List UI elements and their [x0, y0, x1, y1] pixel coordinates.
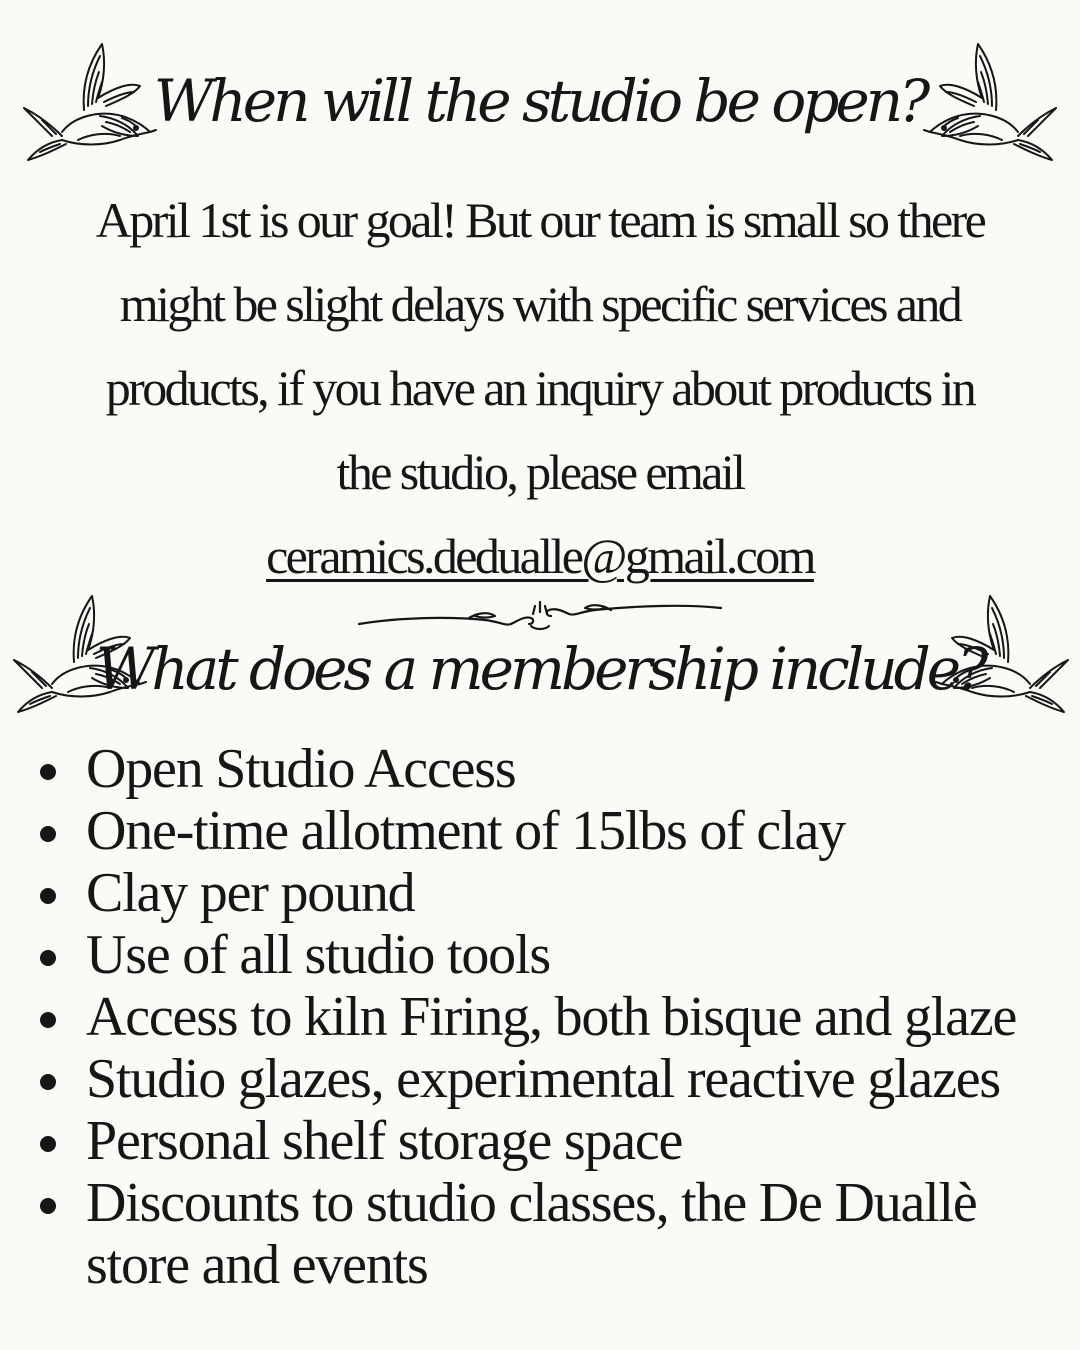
answer-line: might be slight delays with specific services and — [119, 276, 961, 332]
list-item — [86, 738, 1066, 800]
list-item — [86, 1172, 1066, 1296]
list-item-text: Studio glazes, experimental reactive glazes — [86, 1048, 1000, 1110]
list-item — [86, 986, 1066, 1048]
heading-membership: What does a membership include? — [95, 635, 985, 703]
list-item-text: Open Studio Access — [86, 738, 516, 800]
membership-benefits-list — [86, 738, 1066, 1296]
bullet-icon — [40, 764, 56, 780]
list-item-text: Use of all studio tools — [86, 924, 550, 986]
bullet-icon — [40, 826, 56, 842]
bullet-icon — [40, 1198, 56, 1214]
list-item-text: Discounts to studio classes, the De Duallè — [86, 1172, 977, 1234]
bullet-icon — [40, 888, 56, 904]
bullet-icon — [40, 1136, 56, 1152]
flourish-divider-icon — [355, 596, 725, 636]
email-line — [30, 514, 1050, 598]
list-item — [86, 862, 1066, 924]
list-item-text: Clay per pound — [86, 862, 415, 924]
answer-line: April 1st is our goal! But our team is small so there — [95, 192, 985, 248]
list-item — [86, 924, 1066, 986]
bullet-icon — [40, 1012, 56, 1028]
list-item-text: Access to kiln Firing, both bisque and glaze — [86, 986, 1017, 1048]
list-item — [86, 1110, 1066, 1172]
list-item — [86, 800, 1066, 862]
list-item — [86, 1048, 1066, 1110]
answer-line: products, if you have an inquiry about products in — [105, 360, 975, 416]
list-item-text: One-time allotment of 15lbs of clay — [86, 800, 845, 862]
bullet-icon — [40, 1074, 56, 1090]
bullet-icon — [40, 950, 56, 966]
studio-open-answer — [30, 178, 1050, 598]
list-item-text-continued: store and events — [86, 1234, 428, 1296]
list-item-text: Personal shelf storage space — [86, 1110, 683, 1172]
email-link[interactable]: ceramics.dedualle@gmail.com — [266, 528, 814, 584]
heading-studio-open: When will the studio be open? — [153, 67, 927, 135]
answer-line: the studio, please email — [336, 444, 744, 500]
